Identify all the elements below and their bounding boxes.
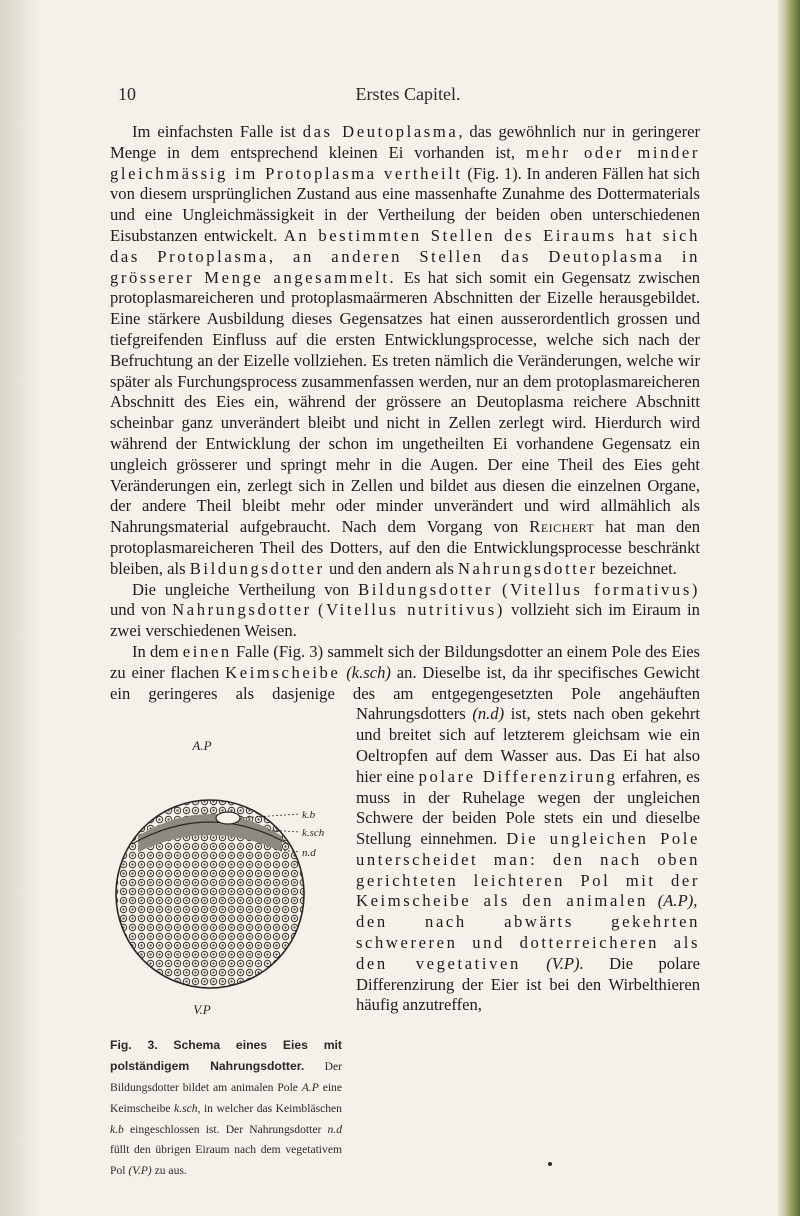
keimblaeschen (216, 812, 240, 824)
page-gutter-shade (0, 0, 40, 1216)
label-ksch: k.sch (302, 827, 325, 840)
figure-caption: Fig. 3. Schema eines Eies mit polständigem Nahrungsdotter. Der Bildungsdotter bildet am animalen Pole A.P eine Keimscheibe k.sch, in welcher das Keimbläschen k.b eingeschlossen ist. Der Nahrungsdotter n.d füllt den übrigen Eiraum nach dem vegetativem Pol (V.P) zu aus. (110, 1038, 342, 1178)
author-reichert: Reichert (529, 517, 595, 537)
page-number: 10 (118, 84, 136, 104)
egg-diagram (110, 734, 342, 1034)
page-mark (548, 1162, 552, 1166)
label-kb: k.b (302, 809, 316, 822)
label-ap: A.P (192, 738, 212, 754)
running-header (118, 84, 698, 108)
body-text (110, 122, 700, 1180)
paragraph-2: Die ungleiche Vertheilung von Bildungsdotter (Vitellus formativus) und von Nahrungsdotter (Vitellus nutritivus) vollzieht sich im Eiraum in zwei verschiedenen Weisen. (110, 579, 701, 641)
label-nd: n.d (302, 847, 316, 860)
page-edge (778, 0, 800, 1216)
figure-3 (110, 734, 342, 1180)
paragraph-1: Im einfachsten Falle ist das Deutoplasma, das gewöhnlich nur in geringerer Menge in dem entsprechend kleinen Ei vorhanden ist, mehr oder minder gleichmässig im Protoplasma vertheilt (Fig. 1). In anderen Fällen hat sich von diesem ursprünglichen Zustand aus eine massenhafte Zunahme des Dottermaterials und eine Ungleichmässigkeit in der Vertheilung der beiden oben unterschiedenen Eisubstanzen entwickelt. An bestimmten Stellen des Eiraums hat sich das Protoplasma, an anderen Stellen das Deutoplasma in grösserer Menge angesammelt. Es hat sich somit ein Gegensatz zwischen protoplasmareicheren und protoplasmaärmeren Abschnitten der Eizelle herausgebildet. Eine stärkere Ausbildung dieses Gegensatzes hat einen ausserordentlich grossen und tiefgreifenden Einfluss auf die ersten Entwicklungsprocesse, welche sich nach der Befruchtung an der Eizelle vollziehen. Es treten nämlich die Veränderungen, welche wir später als Furchungsprocess zusammenfassen werden, nur an dem protoplasmareicheren Abschnitt des Eies ein, während der grössere an Deutoplasma reichere Abschnitt scheinbar ganz unverändert bleibt und nicht in Zellen zerlegt wird. Hierdurch wird während der Entwicklung der schon im ungetheilten Ei vorhandene Gegensatz ein ungleich grösserer und springt mehr in die Augen. Der eine Theil des Eies geht Veränderungen ein, zerlegt sich in Zellen und bildet aus diesen die einzelnen Organe, der andere Theil bleibt mehr oder minder unverändert und wird allmählich als Nahrungsmaterial aufgebraucht. Nach dem Vorgang von Reichert hat man den protoplasmareicheren Theil des Dotters, auf den die Entwicklungsprocesse beschränkt bleiben, als Bildungsdotter und den andern als Nahrungsdotter bezeichnet. (110, 122, 701, 578)
paragraph-3: In dem einen Falle (Fig. 3) sammelt sich der Bildungsdotter an einem Pole des Eies zu einer flachen Keimscheibe (k.sch) an. Dieselbe ist, da ihr specifisches Gewicht ein geringeres als dasjenige des am entgegengesetzten Pole angehäuften Nahrungsdotters A.P k.b k.sch n.d V.P Fig. 3. Schema eines Eies mit polständigem Nahrungsdotter. Der Bildungsdotter bildet am animalen Pole A.P eine Keimscheibe k.sch, in welcher das Keimbläschen k.b eingeschlossen ist. Der Nahrungsdotter n.d füllt den übrigen Eiraum nach dem vegetativem Pol (V.P) zu aus. (n.d) ist, stets nach oben gekehrt und breitet sich auf letzterem gleichsam wie ein Oeltropfen auf dem Wasser aus. Das Ei hat also hier eine polare Differenzirung erfahren, es muss in der Ruhelage wegen der ungleichen Schwere der beiden Pole stets ein und dieselbe Stellung einnehmen. Die ungleichen Pole unterscheidet man: den nach oben gerichteten leichteren Pol mit der Keimscheibe als den animalen (A.P), den nach abwärts gekehrten schwereren und dotterreicheren als den vegetativen (V.P). Die polare Differenzirung der Eier ist bei den Wirbelthieren häufig anzutreffen, (110, 642, 700, 1016)
label-vp: V.P (193, 1002, 211, 1018)
chapter-title: Erstes Capitel. (355, 84, 461, 104)
